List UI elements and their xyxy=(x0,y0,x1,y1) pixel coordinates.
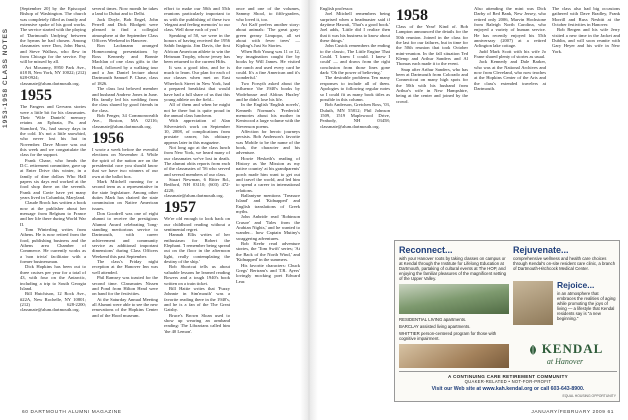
paragraph: Class of the Year! Kind of. Bob Lampton announced the details for the 50th reunion. Joined in the class for the last for our failures, but in time for the 50th reunion that took October mini-reunion. In the fall situation Ted Klemp and Arthur Sanders and Al Thomas each made it to the event. xyxy=(396,24,468,67)
rejuvenate-body: comprehensive wellness and health care choices through Kendal's on-site resident care clinic, a branch of Dartmouth-Hitchcock Medical Center. xyxy=(513,256,616,271)
tagline-primary: A CONTINUING CARE RETIREMENT COMMUNITY xyxy=(448,374,568,379)
right-column-1 xyxy=(320,6,390,236)
campus-photo xyxy=(399,284,509,314)
right-column-2 xyxy=(396,6,468,236)
paragraph: Also attending the mini was Dick Darby of Red Bank, New Jersey, who retired only 2006, Marvin Hochstone from Raleigh North Carolina, who enjoyed a variety of human service. He has recently enjoyed his 55th anniversary (2007) at a retired Arlington lake cottage. xyxy=(474,6,546,49)
class-year-heading: 1955 xyxy=(20,87,52,105)
section-tab: 1953-1958 CLASS NOTES xyxy=(2,27,9,128)
equal-housing-badge: EQUAL HOUSING OPPORTUNITY xyxy=(562,394,616,398)
kendal-leaf-icon xyxy=(527,343,539,355)
paragraph: The class also had big occasions gathered with Dave Bradley, Frank Morrill and Russ Nesbitt at the October festivities in Hanover. xyxy=(552,6,620,28)
paragraph: Dick Hopkins has been out to three cruises per year for a total of 43, with four on the Antarctic, including a trip to South Georgia Island. xyxy=(20,264,86,291)
contact-line: Bob Fenger, 34 Commonwealth Ave., Boston, MA 02116; classmate@alum.dartmouth.org. xyxy=(92,112,158,129)
paragraph: I wrote a week before the eventful elections on November 4. While the spirit of the nation are on the presidential race you should know that we have two winners of our own at the ballot box. xyxy=(92,146,158,179)
paragraph: Ballantyne mentions 'Treasure Island' and 'Kidnapped' and English translations of Greek myths. xyxy=(236,193,300,215)
contact-line: Bob Anderson, Gretchen Ross, '03, Duluth, MN 55812; Phil Johnson 1509, 1519 Maplewood Drive, Peabody, NH 03458; classmate@alum.dartmouth.org. xyxy=(320,102,390,129)
paragraph: Affection for heroic journeys persists. Bob Anderson's favorite was Mobile to be the name of the book, the character and his adventure. xyxy=(236,128,300,156)
kendal-logo-block xyxy=(513,341,617,366)
tagline-secondary: QUAKER-RELATED • NOT-FOR-PROFIT xyxy=(464,379,552,384)
contact-line: Bill Hutchison, 12 Rock Ave., #22A, New Rochelle, NY 10801; (212) 628-2200; classmate@alum.dartmouth.org. xyxy=(20,291,86,313)
page-footer-left: 60 DARTMOUTH ALUMNI MAGAZINE xyxy=(22,410,122,415)
kendal-logo-text: KENDAL xyxy=(541,341,604,356)
paragraph: Tom Winterling writes from Athens. He is now retired from the food, publishing business and the Athens area Chamber of Commerce. He currently works as a 'non trivia' facilitator with a former businessman. xyxy=(20,227,86,265)
left-page xyxy=(12,6,300,404)
paragraph: once and one of the volumes, Sammy Shool, to fifth-graders, who loved it, too. xyxy=(236,6,300,22)
rejuvenate-title: Rejuvenate... xyxy=(513,245,569,255)
page-gutter xyxy=(300,0,318,420)
class-year-heading: 1956 xyxy=(92,129,124,147)
paragraph: Howie Hesketh's reading of History as 'the Mission as my native country' at his grandparents' porch made him want to get out and travel the world, and led him to spend a career in international relations. xyxy=(236,155,300,193)
paragraph: Claude Brock has written a book now at the publisher about her message from Belgium to France and her life there during World War II. xyxy=(20,200,86,227)
residents-photo xyxy=(399,344,509,368)
paragraph: Speaking of 50, we were in the honors of having received the 1956 Sahib Insignia. Jim Davis, the first African American athlete to win the Heisman Trophy, whose jersey has been returned to the current Hifts. xyxy=(164,32,230,65)
paragraph: When Bob Young was 11 or 12, 'my imagination caught fire by books by Will James. He visited the ranch and used every card he could. It's a fine American and it's wonderful.' xyxy=(236,48,300,81)
reconnect-body: with your Hanover roots by taking classes on campus or at Kendal through the Institute for Lifelong Education at Dartmouth, partaking of cultural events at The HOP, and enjoying the familiar pleasures of the magnificent setting of the Upper Valley. xyxy=(399,256,507,281)
paragraph: Jack Doyle, Bob Engel, John Perrell and Dick Blodgett were pleased to find a collegial atmosphere at the September Class Officers Weekend in Hanover. xyxy=(92,16,158,44)
paragraph: Not long ago at the class lunch from New York, we heard many of our classmates we've lost in death. The alumni obits reports from each of the classmates of '56 who served and several members of our class. xyxy=(164,144,230,177)
paragraph: Judd Mark Scott with his wife Jo Frane shared plenty of stories as usual. xyxy=(474,48,546,60)
paragraph: The Fangers and Gervans stories were a little bit for his classmates. Their 'Wife Daniels' memory retains an Ephrata, Pa. and Stamford, Va., had snowy days in the cold. It's not a little snowbird, who never lost his hat in November. Dave Moore was out this week and we congratulate the class for the support. xyxy=(20,104,86,158)
rejoice-body: in an atmosphere that embraces the realities of aging while promoting the joys of living — a lifestyle that Kendal residents say is "a new beginning." xyxy=(557,291,616,321)
paragraph: effort to make our 50th and 55th reunions particularly important to us with the publishing of these two 'elegant and feeling memoirs' to our class. Well done each of you! xyxy=(164,6,230,33)
paragraph: Jack Kennedy and Dale Barker, who was at the National Archives and now from Cleveland, who now teaches at the Hopkins Center of the Arts and the class's extended travelers at Dartmouth. xyxy=(474,59,546,92)
paragraph: several times. Now month he takes a land to Dubai and to Delhi. xyxy=(92,6,158,17)
paragraph: John Anbride read 'Robinson Crusoe' and 'Tales from the Arabian Nights,' and he wanted to wander... how Captain Mutiny's swaggering adventures. xyxy=(236,214,300,241)
paragraph: English professor. xyxy=(320,6,354,11)
paragraph: Hannah Ellis writes of her enthusiasm for Robert the Elephant. 'I remember being spread out on the floor in the afternoon light, really contemplating the destiny of the ship.' xyxy=(164,232,230,265)
right-column-4 xyxy=(552,6,620,236)
paragraph: His favorite characters: Chuck Gregs' Bertram's and T.R. Ayers' lovingly mocking poet Edward Lear. xyxy=(236,262,300,284)
left-column-4 xyxy=(236,6,300,398)
kendal-contact-link[interactable]: Visit our Web site at www.kah.kendal.org or call 603-643-8900. xyxy=(431,386,585,392)
paragraph: [September 20] by the Episcopal Bishop of Washington. The church was completely filled as family and extensive spoke of his good works. The service started with the playing of 'Dartmouth Undying' between the hymns he had chosen. Among classmates were Don, John Hurst, and Steve Walluss, who flew in from Chicago for the service. Fay will be missed by all. xyxy=(20,6,86,65)
left-column-3 xyxy=(164,6,230,398)
contact-line: Art Mosonny, 8950 Park Ave., #18 B, New York, NY 10022; (212) 628-0924; classmate@alum.dartmouth.org. xyxy=(20,64,86,86)
paragraph: Bob Bergen and his wife Jerry visited a new time in the Jacket and Dublin, and will soon reunite with Gary Heyer and his wife in New York. xyxy=(552,27,620,54)
paragraph: Ron Lackmann arranged Homecoming presentations by Ross Kennedy and Bonnie Machlan of one class gifts to the Hood, followed by a walking tour and a Jon Daniel lecture about Dartmouth Samuel P. Chase, class of 1826. xyxy=(92,43,158,86)
paragraph: Phil Ramsey was toasted for the second time. Classmates Nissen and Pond from Hilton Head were on hand for the festivities. xyxy=(92,275,158,297)
paragraph: The class's Friday night reception at the Hanover Inn was well attended. xyxy=(92,259,158,275)
contact-line: Stuart Newman, 6 Ritter Rd., Bedford, NH 03110; (603) 472-4220; classmate@alum.dartmouth.org. xyxy=(164,177,230,199)
paragraph: The desirable problems Ten many responses to include all of them. Apologies to following regular notes so I could fit as many book titles as possible in this column. xyxy=(320,75,390,102)
page-footer-right: JANUARY/FEBRUARY 2009 61 xyxy=(531,410,614,415)
rejoice-title: Rejoice... xyxy=(557,280,595,290)
kendal-advertisement xyxy=(394,240,620,402)
paragraph: It was a good idea, and he is much to learn. Our plan for each of our classes when met on East Wheelock Street in New York, had a prepared breakfast that would have had a full share of us that this young athlete on the field... xyxy=(164,64,230,102)
paragraph: Bill Hattie writes that 'Fuzzy Johnnie in Sim'mouth' was a favorite reading there in the 1940's, and he is a fan of the The Great Gatsby. xyxy=(164,285,230,313)
class-year-heading: 1957 xyxy=(164,199,196,217)
kendal-at-hanover: at Hanover xyxy=(546,357,584,366)
right-column-3 xyxy=(474,6,546,236)
paragraph: Two Forsyth asked about the influence 'the 1940's books by Wodehouse and Aldous Huxley' and he didn't lose his life. xyxy=(236,80,300,102)
left-column-1 xyxy=(20,6,86,398)
rejuvenate-panel xyxy=(513,245,617,271)
paragraph: Bob Shortcut tells us about valuable lessons he learned reading Bowers and a tough 1940's book written on a train ticket. xyxy=(164,264,230,286)
whittier-line: WHITTIER person-centered program for those with cognitive impairment. xyxy=(399,331,497,341)
paragraph: Bob Keehr read adventure stories, the 'Tom Swift' series; 'At the Back of the North Wind,' and 'Kidnapped' in the summers. xyxy=(236,241,300,263)
paragraph: Art Kaff prefers another story: about animals: 'The great gray-green greasy Limpopo, all set about with fever trees' — Kipling's Just So Stories. xyxy=(236,22,300,49)
paragraph: Joel Mitchell remembers being surprised when a headmaster said if daytime Hawaii, 'That's a good book.' Joel adds, 'Little did I realize then that it was his business to know about these things.' xyxy=(320,11,390,44)
paragraph: Bruce's Brown Sloan used to show up wearing an armband reading: The Librarians called him 'the 40 Lemon'. xyxy=(164,312,230,334)
paragraph: The class lost beloved member and husband Andrew Jones in June. His family led his wedding from the class shared by good friends in the class. xyxy=(92,86,158,113)
paragraph: Frank Chase, who heads the D.C. retirement committee, gave up at Enter Drive this winter, in a family of dine dollars Who Hall papers six days end worked at the food shop there on the seventh. Frank and Cavie have yet many years lived in Columbia, Maryland. xyxy=(20,157,86,200)
paragraph: With appreciation of Alan Silverstein's work on September 10, 2008, of complications from prostate cancer, his obituary appears later in this magazine. xyxy=(164,118,230,145)
reconnect-title: Reconnect... xyxy=(399,245,453,255)
paragraph: Snap after Arthur Sanders, who has been at Dartmouth from Colorado and Connecticut on many high spots for the 50th with his husband from Arthur's wife in New Hampshire, being at the center and joined by the crowd. xyxy=(396,66,468,104)
paragraph: At the Saturday Annual Meeting all Alumni were able to see the new renovations of the Hopkins Center and of the Hood museum. xyxy=(92,296,158,318)
paragraph: John Cusick remembers the ending to the classic, The Little Engine That Could. 'I knew I could. I knew I could' — and draws from the right conclusion from those lines gone dark: 'Oh the power of believing.' xyxy=(320,43,390,76)
paragraph: We're old enough to look back on our childhood reading without a sentimental regret. xyxy=(164,216,230,233)
paragraph: In the English 'English novels', Kenneth Norman's 'Frederick' memories about his mother in Kentwood a large volume with the Stevenson poems. xyxy=(236,102,300,129)
reconnect-panel xyxy=(399,245,509,368)
left-column-2 xyxy=(92,6,158,398)
paragraph: Don Goodrell was one of eight alumni to receive the prestigious Alumni Award celebrating 'long-standing meritorious service to Dartmouth, with career achievement and community service as additional important dimensions' during Class Officers Weekend this past September. xyxy=(92,211,158,259)
barclay-line: BARCLAY assisted living apartments. xyxy=(399,324,471,329)
residential-line: RESIDENTIAL LIVING apartments. xyxy=(399,317,467,322)
paragraph: All of them and when he might not be there but is quite proud in the annual class luncheon. xyxy=(164,102,230,118)
rejoice-photo xyxy=(513,281,553,325)
class-year-heading: 1958 xyxy=(396,7,428,24)
paragraph: Mark Mitchell running for a second term as a representative in the state legislature. Among other duties Mark has chaired the state commission on Native American issues. xyxy=(92,178,158,211)
kendal-tagline xyxy=(399,371,617,392)
